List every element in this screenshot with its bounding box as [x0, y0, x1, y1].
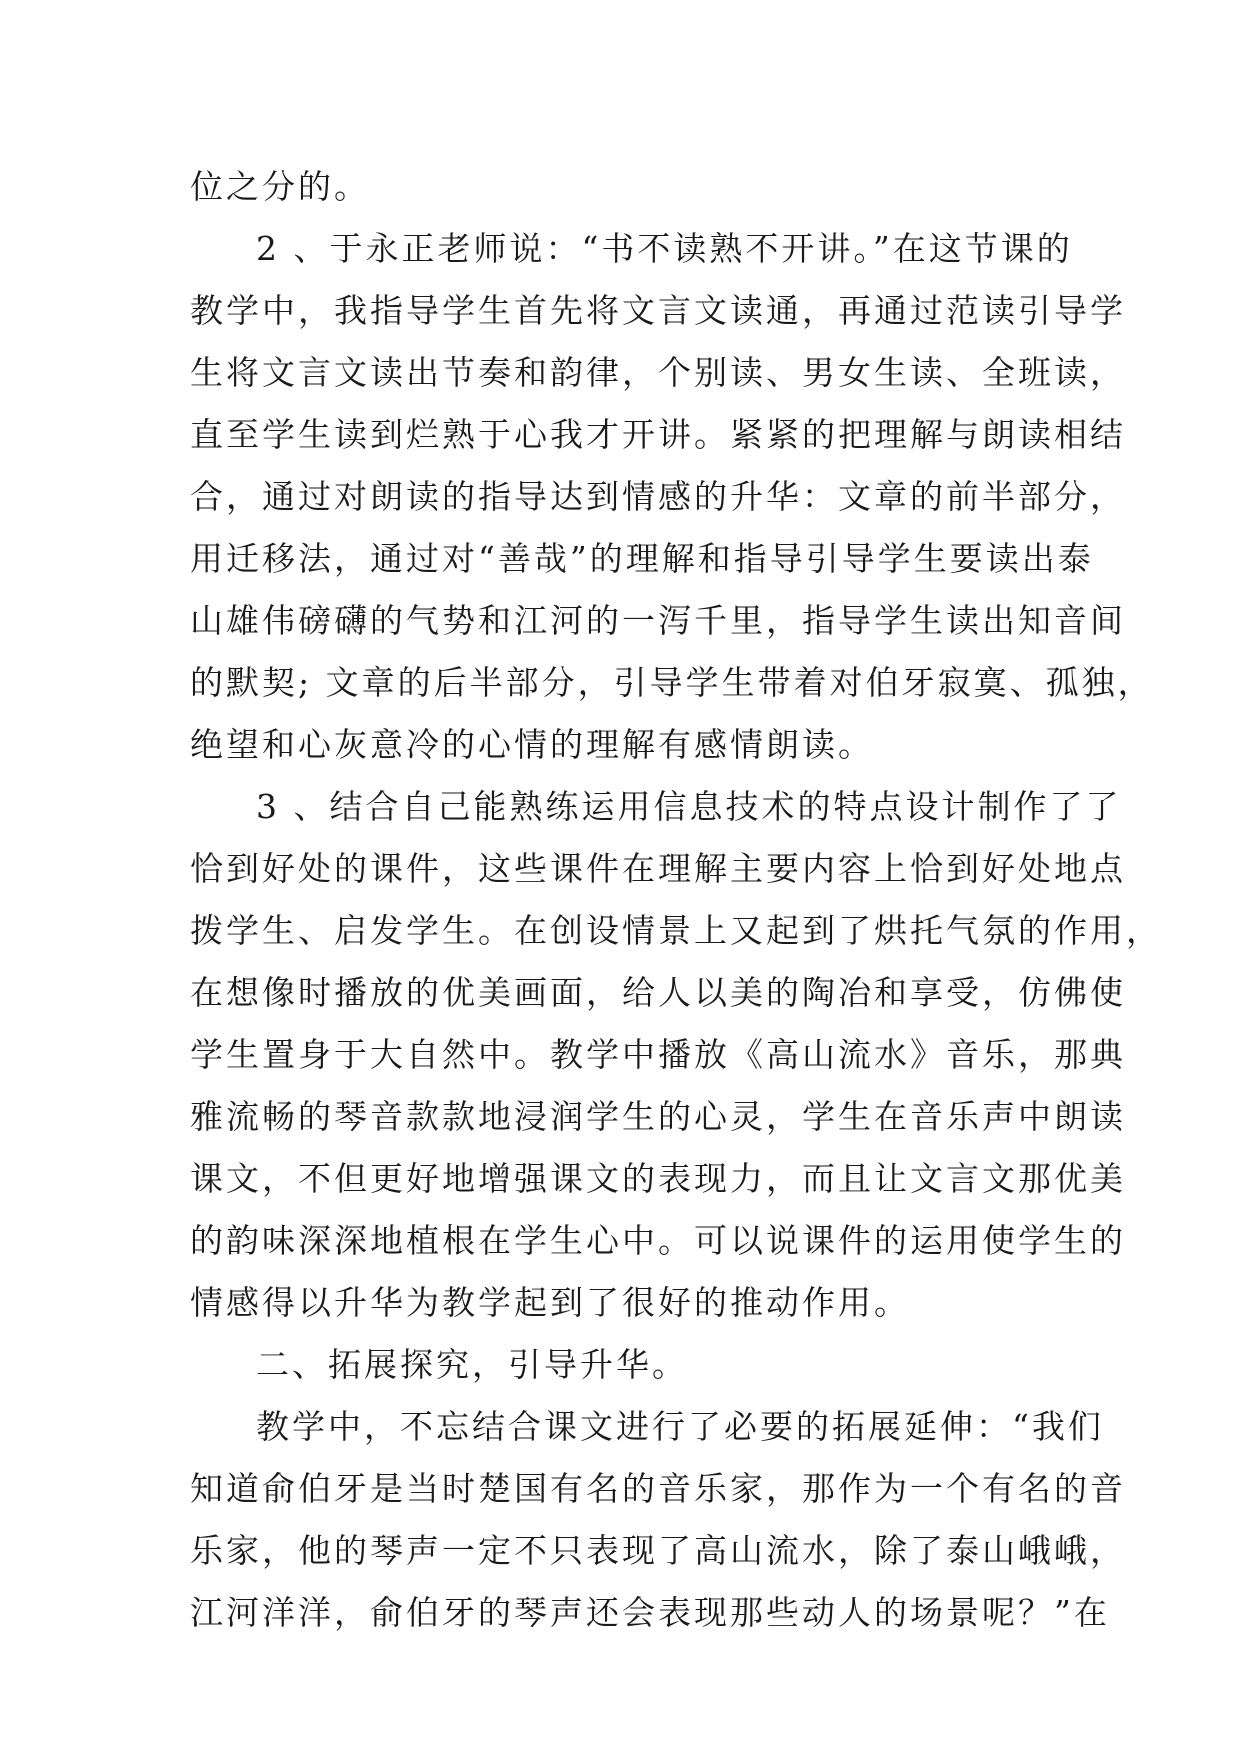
text-line: 情感得以升华为教学起到了很好的推动作用。	[190, 1283, 910, 1322]
text-line: 合，通过对朗读的指导达到情感的升华：文章的前半部分，	[190, 477, 1126, 516]
text-line: 用迁移法，通过对“善哉”的理解和指导引导学生要读出泰	[190, 539, 1094, 578]
body-text	[190, 156, 1162, 1644]
text-line: 的韵味深深地植根在学生心中。可以说课件的运用使学生的	[190, 1221, 1126, 1260]
text-line: 知道俞伯牙是当时楚国有名的音乐家，那作为一个有名的音	[190, 1469, 1126, 1508]
text-line: 2 、于永正老师说：“书不读熟不开讲。”在这节课的	[256, 229, 1073, 268]
text-line: 雅流畅的琴音款款地浸润学生的心灵，学生在音乐声中朗读	[190, 1097, 1126, 1136]
text-line: 教学中，我指导学生首先将文言文读通，再通过范读引导学	[190, 291, 1126, 330]
text-line: 山雄伟磅礴的气势和江河的一泻千里，指导学生读出知音间	[190, 601, 1126, 640]
text-line: 学生置身于大自然中。教学中播放《高山流水》音乐，那典	[190, 1035, 1126, 1074]
text-line: 在想像时播放的优美画面，给人以美的陶冶和享受，仿佛使	[190, 973, 1126, 1012]
text-line: 教学中，不忘结合课文进行了必要的拓展延伸：“我们	[256, 1407, 1104, 1446]
text-line: 恰到好处的课件，这些课件在理解主要内容上恰到好处地点	[190, 849, 1126, 888]
text-line: 3 、结合自己能熟练运用信息技术的特点设计制作了了	[256, 787, 1122, 826]
text-line: 拨学生、启发学生。在创设情景上又起到了烘托气氛的作用，	[190, 911, 1162, 950]
text-line: 二、拓展探究，引导升华。	[256, 1345, 688, 1384]
text-line: 位之分的。	[190, 167, 370, 206]
text-line: 生将文言文读出节奏和韵律，个别读、男女生读、全班读，	[190, 353, 1126, 392]
text-line: 乐家，他的琴声一定不只表现了高山流水，除了泰山峨峨，	[190, 1531, 1126, 1570]
text-line: 课文，不但更好地增强课文的表现力，而且让文言文那优美	[190, 1159, 1126, 1198]
text-line: 的默契; 文章的后半部分，引导学生带着对伯牙寂寞、孤独，	[190, 663, 1154, 702]
text-line: 江河洋洋，俞伯牙的琴声还会表现那些动人的场景呢？”在	[190, 1593, 1110, 1632]
text-line: 绝望和心灰意冷的心情的理解有感情朗读。	[190, 725, 874, 764]
text-line: 直至学生读到烂熟于心我才开讲。紧紧的把理解与朗读相结	[190, 415, 1126, 454]
